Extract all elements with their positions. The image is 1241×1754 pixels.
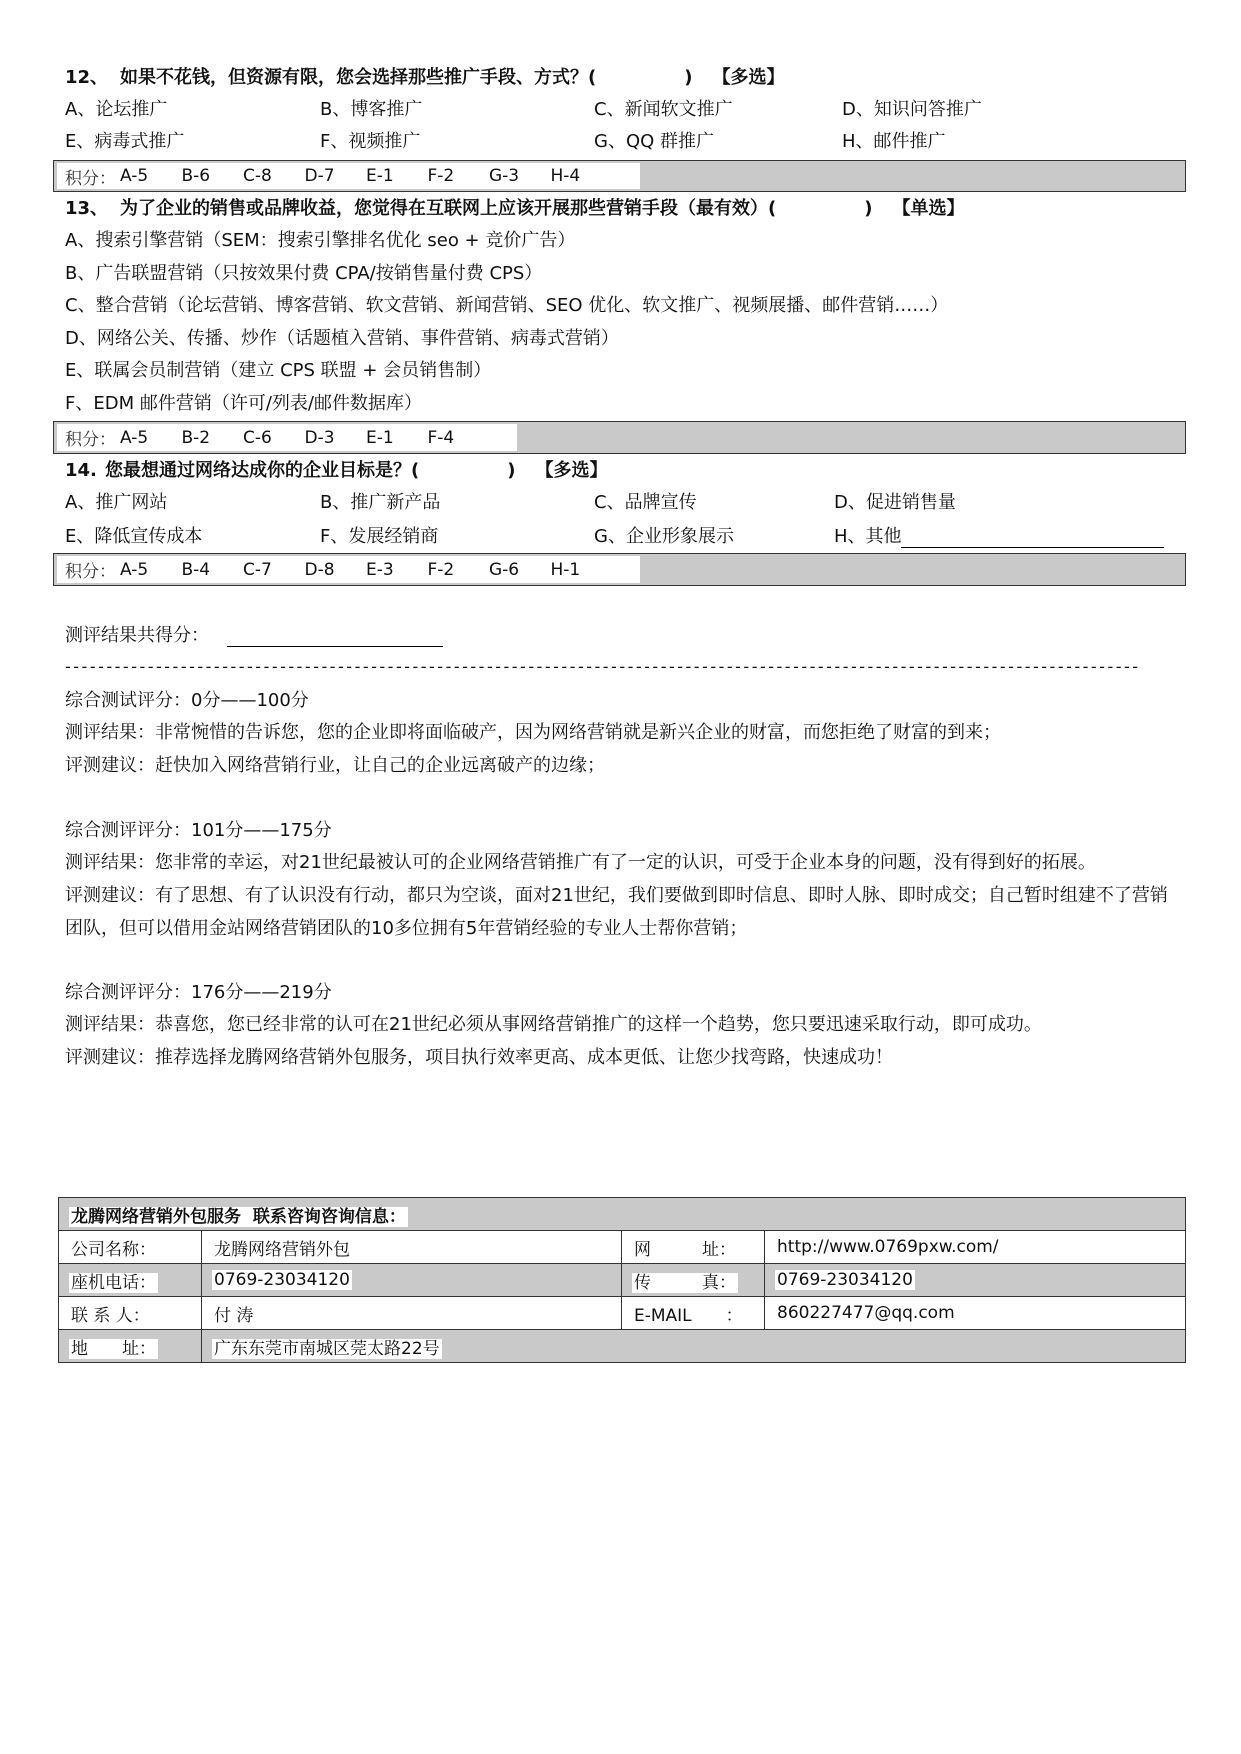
score-item: F-4 xyxy=(427,427,455,448)
contact-row xyxy=(59,1330,1186,1363)
score-item: F-2 xyxy=(427,166,455,186)
question-number: 12、 xyxy=(65,67,109,88)
result-advice: 评测建议：有了思想、有了认识没有行动，都只为空谈，面对21世纪，我们要做到即时信息、即时人脉、即时成交；自己暂时组建不了营销团队，但可以借用金站网络营销团队的10多位拥有5年营销经验的专业人士帮你营销； xyxy=(65,885,1168,939)
close-paren: ) xyxy=(684,67,693,88)
website-label: 网 址： xyxy=(634,1239,736,1260)
label-cell xyxy=(622,1297,765,1330)
address: 广东东莞市南城区莞太路22号 xyxy=(214,1338,440,1359)
contact-table-header-row xyxy=(59,1198,1186,1231)
question-13-heading xyxy=(65,193,964,225)
question-type-tag: 【多选】 xyxy=(535,460,608,481)
score-item: B-2 xyxy=(181,427,211,448)
options-row xyxy=(0,521,1241,553)
label-cell xyxy=(622,1231,765,1264)
question-number: 14. xyxy=(65,460,97,481)
website-url: http://www.0769pxw.com/ xyxy=(777,1237,999,1257)
option-e: E、降低宣传成本 xyxy=(65,526,203,547)
label-cell xyxy=(622,1264,765,1297)
dashed-separator: ---------------------------------------------------------------------------------------------------------------------------------- xyxy=(65,657,1141,676)
score-item: E-1 xyxy=(366,166,394,186)
contact-title: 龙腾网络营销外包服务 联系咨询咨询信息： xyxy=(71,1206,406,1227)
value-cell xyxy=(202,1231,622,1264)
label-cell xyxy=(59,1231,202,1264)
score-item: D-3 xyxy=(304,427,335,448)
score-item: B-6 xyxy=(181,166,211,186)
score-box xyxy=(53,160,1186,192)
score-box xyxy=(53,553,1186,586)
option-f: F、EDM 邮件营销（许可/列表/邮件数据库） xyxy=(65,393,422,414)
option-d: D、知识问答推广 xyxy=(842,99,982,120)
score-values xyxy=(57,424,517,451)
options-row xyxy=(0,126,1241,158)
contact-info-table xyxy=(58,1197,1186,1363)
result-text: 测评结果：非常惋惜的告诉您，您的企业即将面临破产，因为网络营销就是新兴企业的财富，而您拒绝了财富的到来； xyxy=(65,722,1001,743)
label-cell xyxy=(59,1264,202,1297)
email-address: 860227477@qq.com xyxy=(777,1303,955,1323)
score-item: G-6 xyxy=(489,559,520,580)
other-answer-blank xyxy=(901,525,1164,548)
fax-number: 0769-23034120 xyxy=(777,1270,913,1290)
contact-row xyxy=(59,1264,1186,1297)
score-label: 积分： xyxy=(65,562,116,582)
close-paren: ) xyxy=(507,460,516,481)
question-type-tag: 【单选】 xyxy=(892,198,965,219)
contact-person: 付 涛 xyxy=(214,1305,254,1326)
result-range: 综合测评评分：176分——219分 xyxy=(65,982,332,1003)
question-14-heading xyxy=(65,455,607,487)
total-score-line xyxy=(65,620,443,652)
option-c: C、新闻软文推广 xyxy=(594,99,733,120)
total-score-blank xyxy=(227,626,443,647)
email-label: E-MAIL ： xyxy=(634,1305,743,1326)
score-box xyxy=(53,421,1186,454)
score-label: 积分： xyxy=(65,430,116,450)
phone-label: 座机电话： xyxy=(71,1272,156,1293)
score-item: A-5 xyxy=(120,559,149,580)
score-values xyxy=(57,163,640,189)
option-a: A、搜索引擎营销（SEM：搜索引擎排名优化 seo + 竞价广告） xyxy=(65,230,576,251)
option-e: E、病毒式推广 xyxy=(65,131,185,152)
address-label: 地 址： xyxy=(71,1338,156,1359)
options-row xyxy=(0,94,1241,126)
total-score-label: 测评结果共得分： xyxy=(65,625,209,646)
option-d: D、网络公关、传播、炒作（话题植入营销、事件营销、病毒式营销） xyxy=(65,328,619,349)
result-advice: 评测建议：赶快加入网络营销行业，让自己的企业远离破产的边缘； xyxy=(65,755,605,776)
contact-table-header xyxy=(59,1198,1186,1231)
phone-number: 0769-23034120 xyxy=(214,1270,350,1290)
result-range: 综合测试评分：0分——100分 xyxy=(65,690,309,711)
option-h: H、其他 xyxy=(834,526,902,547)
score-values xyxy=(57,556,640,583)
fax-label: 传 真： xyxy=(634,1272,736,1293)
option-c: C、整合营销（论坛营销、博客营销、软文营销、新闻营销、SEO 优化、软文推广、视频展播、邮件营销……） xyxy=(65,295,949,316)
option-b: B、推广新产品 xyxy=(320,492,441,513)
question-type-tag: 【多选】 xyxy=(712,67,785,88)
question-text: 您最想通过网络达成你的企业目标是？( xyxy=(105,460,420,481)
score-label: 积分： xyxy=(65,168,116,189)
question-12-heading xyxy=(65,62,784,94)
option-f: F、发展经销商 xyxy=(320,526,439,547)
value-cell xyxy=(202,1297,622,1330)
score-item: F-2 xyxy=(427,559,455,580)
option-d: D、促进销售量 xyxy=(834,492,956,513)
option-b: B、广告联盟营销（只按效果付费 CPA/按销售量付费 CPS） xyxy=(65,263,543,284)
score-item: G-3 xyxy=(489,166,520,186)
result-range: 综合测评评分：101分——175分 xyxy=(65,820,332,841)
value-cell xyxy=(202,1330,1186,1363)
score-item: H-4 xyxy=(550,166,581,186)
value-cell xyxy=(765,1297,1186,1330)
score-item: B-4 xyxy=(181,559,211,580)
score-item: E-1 xyxy=(366,427,394,448)
score-item: C-8 xyxy=(243,166,272,186)
result-advice: 评测建议：推荐选择龙腾网络营销外包服务，项目执行效率更高、成本更低、让您少找弯路，快速成功！ xyxy=(65,1047,893,1068)
score-item: E-3 xyxy=(366,559,394,580)
label-cell xyxy=(59,1330,202,1363)
option-a: A、推广网站 xyxy=(65,492,168,513)
value-cell xyxy=(765,1264,1186,1297)
value-cell xyxy=(765,1231,1186,1264)
score-item: H-1 xyxy=(550,559,581,580)
question-text: 如果不花钱，但资源有限，您会选择那些推广手段、方式？( xyxy=(120,67,597,88)
score-item: D-7 xyxy=(304,166,335,186)
score-item: D-8 xyxy=(304,559,335,580)
option-f: F、视频推广 xyxy=(320,131,421,152)
contact-person-label: 联 系 人： xyxy=(71,1305,150,1326)
score-item: A-5 xyxy=(120,166,149,186)
option-h: H、邮件推广 xyxy=(842,131,946,152)
close-paren: ) xyxy=(864,198,873,219)
options-row xyxy=(0,487,1241,519)
company-name: 龙腾网络营销外包 xyxy=(214,1239,350,1260)
option-g: G、QQ 群推广 xyxy=(594,131,715,152)
option-e: E、联属会员制营销（建立 CPS 联盟 + 会员销售制） xyxy=(65,360,492,381)
result-text: 测评结果：您非常的幸运，对21世纪最被认可的企业网络营销推广有了一定的认识，可受于企业本身的问题，没有得到好的拓展。 xyxy=(65,852,1096,873)
label-cell xyxy=(59,1297,202,1330)
company-label: 公司名称： xyxy=(71,1239,156,1260)
contact-row xyxy=(59,1297,1186,1330)
question-number: 13、 xyxy=(65,198,109,219)
value-cell xyxy=(202,1264,622,1297)
option-b: B、博客推广 xyxy=(320,99,423,120)
option-g: G、企业形象展示 xyxy=(594,526,734,547)
result-text: 测评结果：恭喜您，您已经非常的认可在21世纪必须从事网络营销推广的这样一个趋势，您只要迅速采取行动，即可成功。 xyxy=(65,1014,1042,1035)
contact-row xyxy=(59,1231,1186,1264)
score-item: C-6 xyxy=(243,427,272,448)
score-item: A-5 xyxy=(120,427,149,448)
option-c: C、品牌宣传 xyxy=(594,492,697,513)
option-a: A、论坛推广 xyxy=(65,99,168,120)
score-item: C-7 xyxy=(243,559,272,580)
question-text: 为了企业的销售或品牌收益，您觉得在互联网上应该开展那些营销手段（最有效）( xyxy=(120,198,777,219)
